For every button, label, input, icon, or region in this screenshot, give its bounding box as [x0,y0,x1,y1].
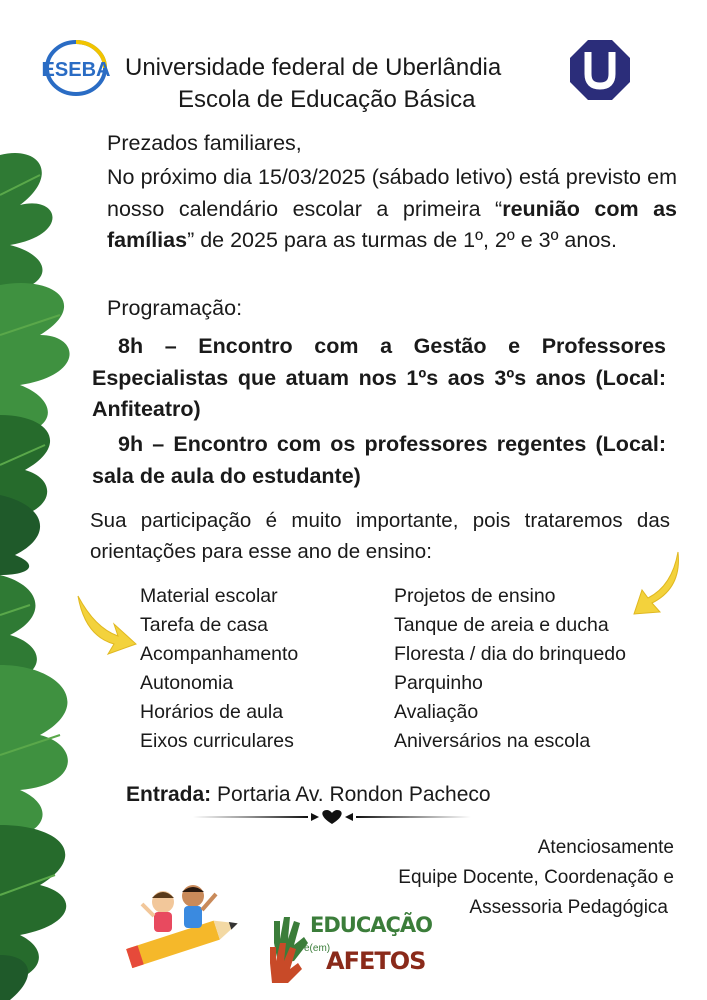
left-arrow-icon [70,588,140,658]
entrance-info [126,780,491,810]
university-name: Universidade federal de Uberlândia [125,54,502,81]
entrance-label: Entrada: [126,783,212,806]
list-item: Aniversários na escola [394,730,591,752]
school-name: Escola de Educação Básica [178,86,476,113]
program-heading: Programação: [107,296,243,320]
entrance-value: Portaria Av. Rondon Pacheco [211,783,491,806]
eseba-logo-text: ESEBA [41,59,111,81]
program-item-8h: 8h – Encontro com a Gestão e Professores Especialistas que atuam nos 1ºs aos 3ºs anos (Local: Anfiteatro) [92,334,666,421]
announcement-highlight: reunião com as famílias [107,196,677,252]
right-arrow-icon [630,548,685,623]
heart-divider [193,808,471,826]
greeting: Prezados familiares, [107,131,302,155]
tropical-leaves-top-decoration [0,135,95,575]
list-item: Material escolar [140,585,278,607]
list-item: Parquinho [394,672,483,694]
list-item: Tarefa de casa [140,614,268,636]
topics-left-list [140,582,298,756]
list-item: Autonomia [140,672,234,694]
signature-greeting: Atenciosamente [537,837,674,858]
announcement-text-end: ” de 2025 para as turmas de 1º, 2º e 3º anos. [187,228,618,252]
meeting-announcement [107,162,677,257]
list-item: Horários de aula [140,701,284,723]
program-item-9h: 9h – Encontro com os professores regentes (Local: sala de aula do estudante) [92,432,666,488]
signature-team: Equipe Docente, Coordenação e [398,867,674,888]
logo-word-em: e(em) [304,943,331,954]
kids-on-pencil-illustration [118,880,243,975]
topics-right-list [394,582,626,756]
participation-text: Sua participação é muito importante, pois trataremos das orientações para esse ano de ensino: [90,509,670,563]
logo-word-educacao: EDUCAÇÃO [310,913,433,937]
educacao-em-afetos-logo [264,905,433,990]
list-item: Tanque de areia e ducha [394,614,609,636]
list-item: Eixos curriculares [140,730,294,752]
announcement-text-start: No próximo dia 15/03/2025 (sábado letivo) está previsto em nosso calendário escolar a primeira “ [107,165,677,221]
ufu-logo [568,38,632,102]
eseba-logo [41,40,111,96]
list-item: Projetos de ensino [394,585,556,607]
list-item: Acompanhamento [140,643,299,665]
list-item: Avaliação [394,701,479,723]
signature-department: Assessoria Pedagógica [469,897,668,918]
list-item: Floresta / dia do brinquedo [394,643,626,665]
logo-word-afetos: AFETOS [326,947,426,975]
